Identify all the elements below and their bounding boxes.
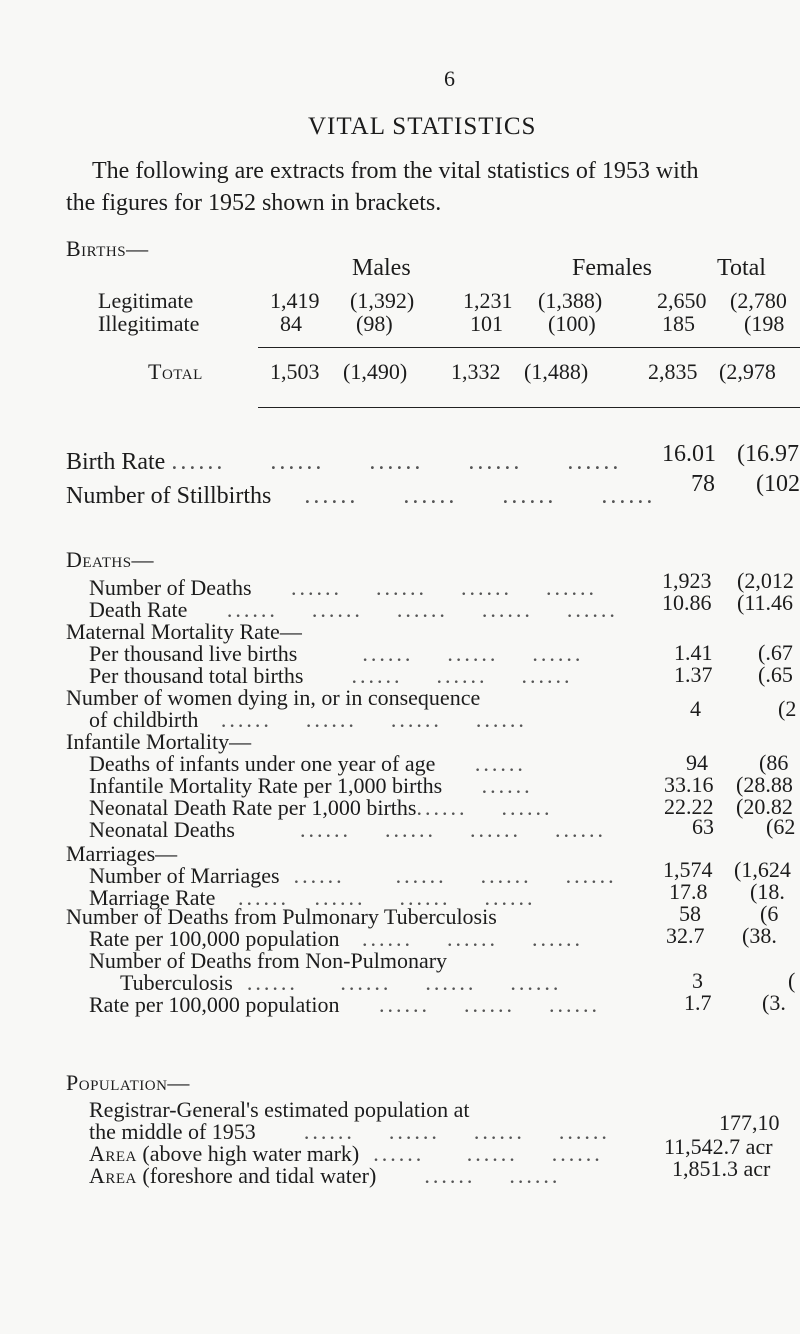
marriage-rate-prev: (18.	[750, 879, 785, 904]
total-prev: (198	[744, 311, 785, 336]
total-prev: (2,780	[730, 288, 787, 313]
infantile-rate-value: 33.16	[664, 772, 714, 797]
infant-deaths-prev: (86	[759, 750, 789, 775]
marriages-heading: Marriages—	[66, 841, 178, 866]
registrar-estimate-label-2: the middle of 1953 ...... ...... ...... ......	[89, 1119, 610, 1144]
non-pulmonary-label-1: Number of Deaths from Non-Pulmonary	[89, 948, 448, 973]
per-live-births-value: 1.41	[674, 640, 713, 665]
intro-line-2: the figures for 1952 shown in brackets.	[66, 190, 442, 216]
neonatal-deaths-label: Neonatal Deaths ...... ...... ...... ......	[89, 817, 606, 842]
per-live-births-prev: (.67	[758, 640, 793, 665]
col-total-header: Total	[717, 255, 766, 281]
infantile-heading: Infantile Mortality—	[66, 729, 252, 754]
women-dying-label-1: Number of women dying in, or in consequence	[66, 685, 481, 710]
total-value: 2,835	[648, 359, 698, 384]
number-of-deaths-prev: (2,012	[737, 568, 794, 593]
maternal-heading: Maternal Mortality Rate—	[66, 619, 302, 644]
total-value: 185	[662, 311, 695, 336]
infant-deaths-value: 94	[686, 750, 708, 775]
registrar-estimate-value: 177,10	[719, 1110, 780, 1135]
page-number: 6	[444, 66, 455, 91]
females-prev: (100)	[548, 311, 596, 336]
males-value: 1,419	[270, 288, 320, 313]
births-heading: Births—	[66, 236, 149, 261]
birth-rate-prev: (16.97	[737, 441, 799, 467]
divider-rule	[258, 347, 800, 348]
number-of-deaths-label: Number of Deaths ...... ...... ...... ......	[89, 575, 598, 600]
infant-deaths-label: Deaths of infants under one year of age ......	[89, 751, 526, 776]
area-foreshore-value: 1,851.3 acr	[672, 1156, 771, 1181]
birth-rate-value: 16.01	[662, 441, 716, 467]
total-prev: (2,978	[719, 359, 776, 384]
death-rate-value: 10.86	[662, 590, 712, 615]
pulmonary-rate-label: Rate per 100,000 population ...... ...... ......	[89, 926, 584, 951]
birth-rate-label: Birth Rate ...... ...... ...... ...... ......	[66, 449, 622, 475]
registrar-estimate-label-1: Registrar-General's estimated population at	[89, 1097, 470, 1122]
row-label: Illegitimate	[98, 311, 200, 336]
death-rate-prev: (11.46	[737, 590, 794, 615]
pulmonary-rate-value: 32.7	[666, 923, 705, 948]
marriages-prev: (1,624	[734, 857, 791, 882]
pulmonary-deaths-value: 58	[679, 901, 701, 926]
pulmonary-rate-prev: (38.	[742, 923, 777, 948]
non-pulmonary-rate-label: Rate per 100,000 population ...... ...... ......	[89, 992, 601, 1017]
stillbirths-prev: (102	[756, 471, 800, 497]
neonatal-deaths-prev: (62	[766, 814, 796, 839]
males-value: 1,503	[270, 359, 320, 384]
males-prev: (1,490)	[343, 359, 408, 384]
deaths-heading: Deaths—	[66, 547, 155, 572]
females-value: 101	[470, 311, 503, 336]
total-value: 2,650	[657, 288, 707, 313]
marriage-rate-label: Marriage Rate ...... ...... ...... ......	[89, 885, 536, 910]
marriage-rate-value: 17.8	[669, 879, 708, 904]
non-pulmonary-prev: (	[788, 968, 796, 993]
population-heading: Population—	[66, 1070, 190, 1095]
death-rate-label: Death Rate ...... ...... ...... ...... ......	[89, 597, 618, 622]
non-pulmonary-label-2: Tuberculosis ...... ...... ...... ......	[120, 970, 562, 995]
males-prev: (98)	[356, 311, 393, 336]
divider-rule	[258, 407, 800, 408]
row-label: Legitimate	[98, 288, 194, 313]
area-high-water-value: 11,542.7 acr	[664, 1134, 773, 1159]
females-prev: (1,488)	[524, 359, 589, 384]
number-of-deaths-value: 1,923	[662, 568, 712, 593]
marriages-value: 1,574	[663, 857, 713, 882]
infantile-rate-prev: (28.88	[736, 772, 793, 797]
females-prev: (1,388)	[538, 288, 603, 313]
intro-line-1: The following are extracts from the vital statistics of 1953 with	[92, 158, 699, 184]
neonatal-rate-value: 22.22	[664, 794, 714, 819]
page-title: VITAL STATISTICS	[308, 113, 537, 140]
women-dying-value: 4	[690, 696, 701, 721]
col-females-header: Females	[572, 255, 652, 281]
neonatal-rate-label: Neonatal Death Rate per 1,000 births...... ......	[89, 795, 553, 820]
area-foreshore-label: Area (foreshore and tidal water) ...... ......	[89, 1163, 561, 1188]
pulmonary-deaths-label: Number of Deaths from Pulmonary Tuberculosis	[66, 904, 497, 929]
infantile-rate-label: Infantile Mortality Rate per 1,000 births ......	[89, 773, 533, 798]
neonatal-rate-prev: (20.82	[736, 794, 793, 819]
per-live-births-label: Per thousand live births ...... ...... ......	[89, 641, 584, 666]
females-value: 1,231	[463, 288, 513, 313]
stillbirths-value: 78	[691, 471, 715, 497]
non-pulmonary-rate-prev: (3.	[762, 990, 786, 1015]
per-total-births-value: 1.37	[674, 662, 713, 687]
per-total-births-prev: (.65	[758, 662, 793, 687]
males-value: 84	[280, 311, 302, 336]
row-label: Total	[148, 359, 203, 384]
males-prev: (1,392)	[350, 288, 415, 313]
neonatal-deaths-value: 63	[692, 814, 714, 839]
area-high-water-label: Area (above high water mark) ...... ...... ......	[89, 1141, 603, 1166]
females-value: 1,332	[451, 359, 501, 384]
marriages-label: Number of Marriages ...... ...... ...... ......	[89, 863, 617, 888]
pulmonary-deaths-prev: (6	[760, 901, 779, 926]
col-males-header: Males	[352, 255, 411, 281]
stillbirths-label: Number of Stillbirths ...... ...... ...... ......	[66, 483, 656, 509]
per-total-births-label: Per thousand total births ...... ...... ......	[89, 663, 573, 688]
non-pulmonary-value: 3	[692, 968, 703, 993]
women-dying-prev: (2	[778, 696, 797, 721]
women-dying-label-2: of childbirth ...... ...... ...... ......	[89, 707, 527, 732]
non-pulmonary-rate-value: 1.7	[684, 990, 712, 1015]
